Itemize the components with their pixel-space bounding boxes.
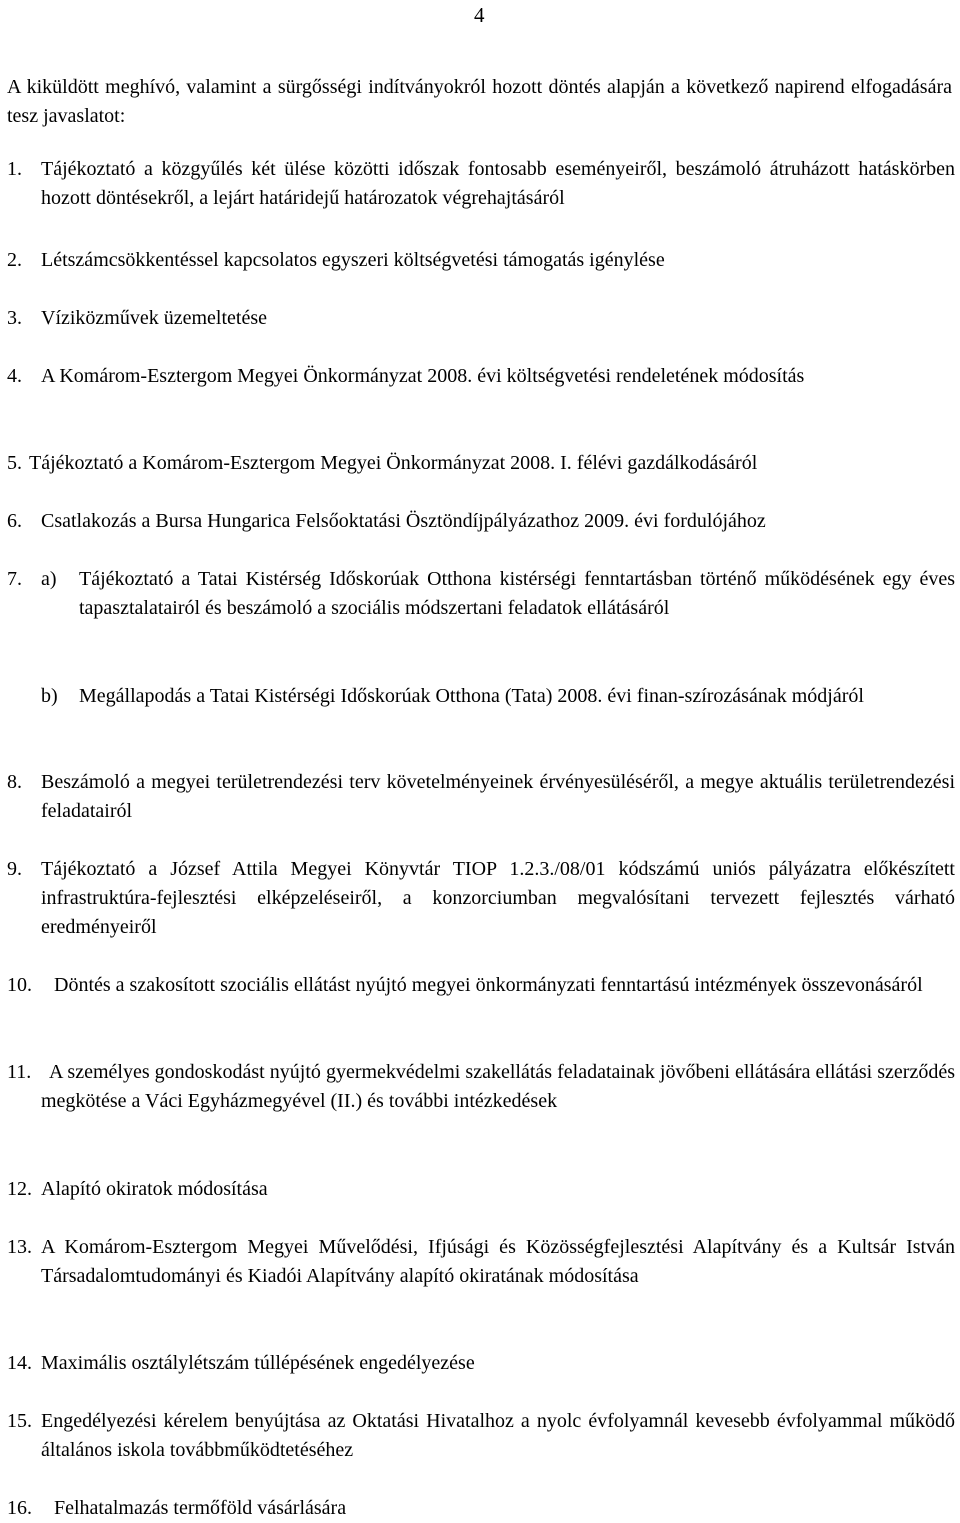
agenda-item-text: A személyes gondoskodást nyújtó gyermekvédelmi szakellátás feladatainak jövőbeni ellátására ellátási szerződés megkötése a Váci Egyházmegyével (II.) és további intézkedések — [41, 1061, 955, 1112]
agenda-item-number: 10. — [7, 974, 32, 996]
agenda-item-number: 15. — [7, 1410, 32, 1432]
agenda-item-number: 6. — [7, 510, 22, 532]
agenda-item-text: Beszámoló a megyei területrendezési terv követelményeinek érvényesüléséről, a megye aktuális területrendezési feladatairól — [41, 771, 955, 822]
agenda-item-number: 14. — [7, 1352, 32, 1374]
agenda-item-number: 2. — [7, 249, 22, 271]
agenda-item-10 — [7, 971, 955, 1000]
agenda-item-number: 7. — [7, 568, 22, 590]
agenda-item-text: Maximális osztálylétszám túllépésének engedélyezése — [41, 1352, 475, 1374]
agenda-item-text: Döntés a szakosított szociális ellátást nyújtó megyei önkormányzati fenntartású intézmények összevonásáról — [54, 974, 923, 996]
intro-paragraph: A kiküldött meghívó, valamint a sürgősségi indítványokról hozott döntés alapján a következő napirend elfogadására tesz javaslatot: — [7, 76, 952, 127]
agenda-item-number: 4. — [7, 365, 22, 387]
agenda-item-1 — [7, 155, 955, 213]
agenda-item-13 — [7, 1233, 955, 1291]
agenda-item-9 — [7, 855, 955, 942]
agenda-item-12 — [7, 1175, 955, 1204]
agenda-item-7 — [7, 565, 41, 594]
agenda-item-2 — [7, 246, 955, 275]
agenda-item-text: Víziközművek üzemeltetése — [41, 307, 268, 329]
agenda-item-text: Tájékoztató a közgyűlés két ülése közötti időszak fontosabb eseményeiről, beszámoló átruházott hatáskörben hozott döntésekről, a lejárt határidejű határozatok végrehajtásáról — [41, 158, 955, 209]
agenda-item-text: A Komárom-Esztergom Megyei Művelődési, Ifjúsági és Közösségfejlesztési Alapítvány és a Kultsár István Társadalomtudományi és Kiadói Alapítvány alapító okiratának módosítása — [41, 1236, 955, 1287]
agenda-item-number: 16. — [7, 1497, 32, 1519]
agenda-item-6 — [7, 507, 955, 536]
agenda-subitem-text: Megállapodás a Tatai Kistérségi Időskorúak Otthona (Tata) 2008. évi finan-szírozásának módjáról — [79, 685, 864, 707]
agenda-item-14 — [7, 1349, 955, 1378]
agenda-item-text: Felhatalmazás termőföld vásárlására — [54, 1497, 347, 1519]
agenda-item-text: Csatlakozás a Bursa Hungarica Felsőoktatási Ösztöndíjpályázathoz 2009. évi fordulójához — [41, 510, 766, 532]
agenda-item-number: 1. — [7, 158, 22, 180]
agenda-item-5 — [7, 449, 955, 478]
agenda-item-text: Létszámcsökkentéssel kapcsolatos egyszeri költségvetési támogatás igénylése — [41, 249, 665, 271]
agenda-item-number: 8. — [7, 771, 22, 793]
agenda-subitem-letter: a) — [41, 568, 57, 590]
agenda-item-text: Alapító okiratok módosítása — [41, 1178, 268, 1200]
agenda-item-number: 13. — [7, 1236, 32, 1258]
agenda-item-text: A Komárom-Esztergom Megyei Önkormányzat 2008. évi költségvetési rendeletének módosítás — [41, 365, 805, 387]
agenda-subitem-text: Tájékoztató a Tatai Kistérség Időskorúak Otthona kistérségi fenntartásban történő működésének egy éves tapasztalatairól és beszámoló a szociális módszertani feladatok ellátásáról — [79, 568, 955, 619]
agenda-item-7a — [41, 565, 955, 623]
agenda-item-number: 12. — [7, 1178, 32, 1200]
agenda-item-7b — [41, 682, 955, 711]
agenda-subitem-letter: b) — [41, 685, 58, 707]
agenda-item-text: Engedélyezési kérelem benyújtása az Oktatási Hivatalhoz a nyolc évfolyamnál kevesebb évfolyammal működő általános iskola továbbműködtetéséhez — [41, 1410, 955, 1461]
agenda-item-8 — [7, 768, 955, 826]
agenda-item-11 — [7, 1058, 955, 1116]
agenda-item-text: Tájékoztató a József Attila Megyei Könyvtár TIOP 1.2.3./08/01 kódszámú uniós pályázatra előkészített infrastruktúra-fejlesztési elképzeléseiről, a konzorciumban megvalósítani tervezett fejlesztés várható eredményeiről — [41, 858, 955, 938]
agenda-item-number: 5. — [7, 452, 22, 474]
agenda-item-15 — [7, 1407, 955, 1465]
agenda-item-number: 9. — [7, 858, 22, 880]
page-number: 4 — [474, 3, 485, 27]
agenda-item-4 — [7, 362, 955, 391]
agenda-item-number: 11. — [7, 1061, 32, 1083]
agenda-item-3 — [7, 304, 955, 333]
agenda-item-number: 3. — [7, 307, 22, 329]
agenda-item-text: Tájékoztató a Komárom-Esztergom Megyei Önkormányzat 2008. I. félévi gazdálkodásáról — [29, 452, 758, 474]
agenda-item-16 — [7, 1494, 955, 1523]
